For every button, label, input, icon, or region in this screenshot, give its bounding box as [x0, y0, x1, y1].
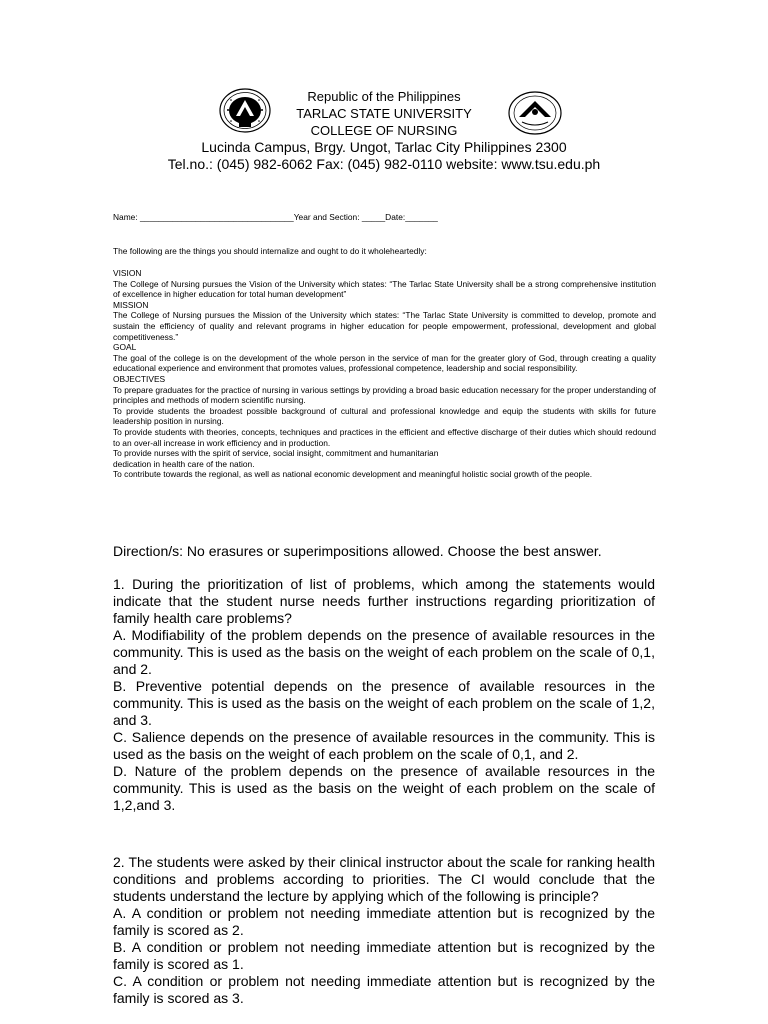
question-1 — [113, 576, 655, 814]
student-info-fields — [113, 212, 673, 223]
year-section-label: Year and Section: — [293, 212, 360, 222]
address-line: Lucinda Campus, Brgy. Ungot, Tarlac City Philippines 2300 — [201, 139, 567, 155]
intro-text: The following are the things you should internalize and ought to do it wholeheartedly: — [113, 246, 427, 256]
country-line: Republic of the Philippines — [307, 89, 461, 104]
question-stem: 1. During the prioritization of list of problems, which among the statements would indicate that the student nurse needs further instructions regarding prioritization of family health care problems? — [113, 576, 655, 626]
date-blank[interactable]: _______ — [405, 212, 438, 222]
objectives-heading: OBJECTIVES — [113, 373, 166, 384]
question-stem: 2. The students were asked by their clinical instructor about the scale for ranking health conditions and problems according to priorities. The CI would conclude that the students understand the lecture by applying which of the following is principle? — [113, 854, 655, 904]
college-name: COLLEGE OF NURSING — [310, 123, 458, 138]
answer-choice[interactable]: C. Salience depends on the presence of available resources in the community. This is used as the basis on the weight of each problem on the scale of 0,1, and 2. — [113, 729, 655, 762]
vmgo-section — [113, 268, 656, 480]
date-label: Date: — [385, 212, 406, 222]
objective-item: To prepare graduates for the practice of nursing in various settings by providing a broad basic education necessary for the proper understanding of principles and methods of modern scientific nursing. — [113, 384, 656, 406]
objective-item: To provide nurses with the spirit of service, social insight, commitment and humanitarian — [113, 448, 439, 459]
name-blank[interactable]: _________________________________ — [140, 212, 294, 222]
directions: Direction/s: No erasures or superimpositions allowed. Choose the best answer. — [113, 543, 602, 559]
answer-choice[interactable]: C. A condition or problem not needing immediate attention but is recognized by the family is scored as 3. — [113, 973, 655, 1006]
answer-choice[interactable]: A. A condition or problem not needing immediate attention but is recognized by the family is scored as 2. — [113, 905, 655, 938]
contact-line: Tel.no.: (045) 982-6062 Fax: (045) 982-0110 website: www.tsu.edu.ph — [167, 156, 601, 172]
objective-item: dedication in health care of the nation. — [113, 458, 255, 469]
vision-text: The College of Nursing pursues the Vision of the University which states: “The Tarlac State University shall be a strong comprehensive institution of excellence in higher education for total human development” — [113, 278, 656, 300]
question-2 — [113, 854, 655, 1007]
university-name: TARLAC STATE UNIVERSITY — [296, 106, 472, 121]
answer-choice[interactable]: B. A condition or problem not needing immediate attention but is recognized by the family is scored as 1. — [113, 939, 655, 972]
goal-heading: GOAL — [113, 342, 137, 353]
vision-heading: VISION — [113, 268, 142, 278]
answer-choice[interactable]: A. Modifiability of the problem depends on the presence of available resources in the community. This is used as the basis on the weight of each problem on the scale of 0,1, and 2. — [113, 627, 655, 677]
objective-item: To provide students with theories, concepts, techniques and practices in the efficient and effective discharge of their duties which should redound to an over-all increase in work efficiency and in production. — [113, 426, 656, 448]
name-label: Name: — [113, 212, 138, 222]
mission-text: The College of Nursing pursues the Mission of the University which states: “The Tarlac State University is committed to develop, promote and sustain the efficiency of quality and relevant programs in higher education for people empowerment, professional, development and global competitiveness.” — [113, 310, 656, 342]
year-section-blank[interactable]: _____ — [361, 212, 386, 222]
letterhead — [0, 88, 768, 173]
goal-text: The goal of the college is on the development of the whole person in the service of man for the greater glory of God, through creating a quality educational experience and environment that promotes values, professional competence, leadership and social responsibility. — [113, 352, 656, 374]
answer-choice[interactable]: D. Nature of the problem depends on the presence of available resources in the community. This is used as the basis on the weight of each problem on the scale of 1,2,and 3. — [113, 763, 655, 813]
answer-choice[interactable]: B. Preventive potential depends on the presence of available resources in the community. This is used as the basis on the weight of each problem on the scale of 1,2, and 3. — [113, 678, 655, 728]
mission-heading: MISSION — [113, 299, 149, 310]
objective-item: To contribute towards the regional, as well as national economic development and meaningful holistic social growth of the people. — [113, 469, 593, 480]
objective-item: To provide students the broadest possible background of cultural and professional knowledge and equip the students with skills for future leadership position in nursing. — [113, 405, 656, 427]
